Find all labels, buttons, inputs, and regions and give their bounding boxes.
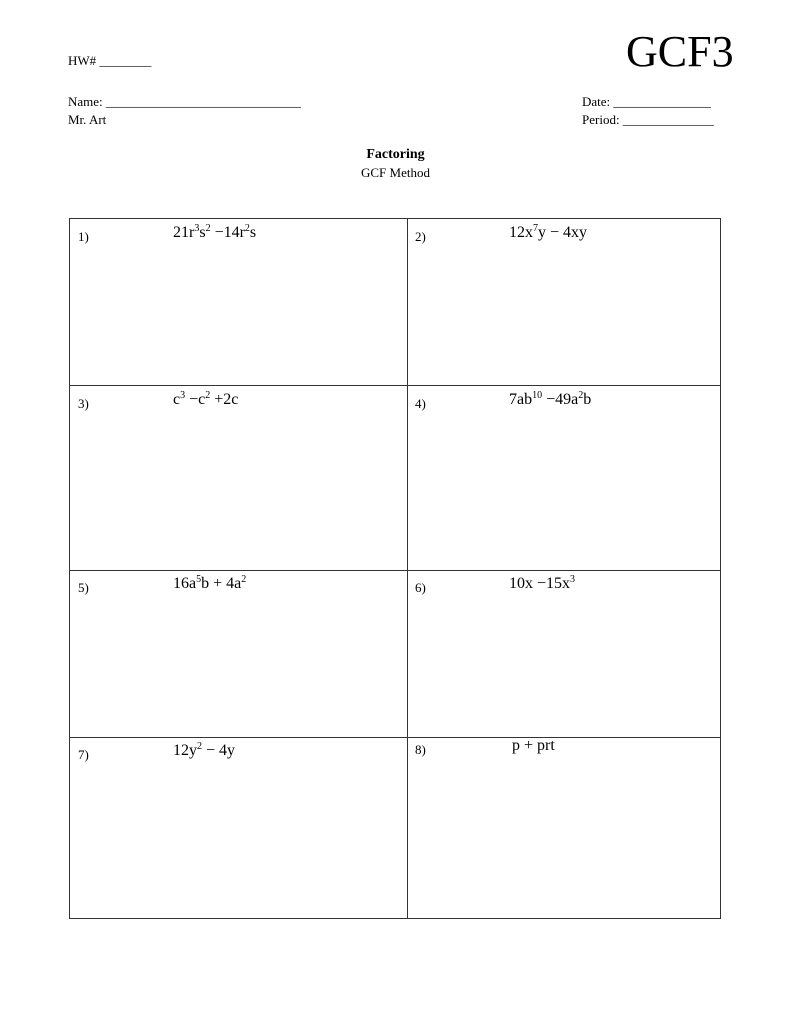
problem-number: 5) — [78, 580, 89, 595]
name-line: Name: ______________________________ — [68, 94, 301, 109]
grid-divider-horizontal — [70, 385, 720, 386]
expression-term: s — [199, 224, 206, 241]
expression-term: 16a — [173, 575, 197, 592]
expression-term: − 4y — [202, 742, 236, 759]
problem-expression — [173, 742, 235, 760]
worksheet-subtitle: GCF Method — [361, 165, 430, 180]
exponent: 2 — [205, 223, 211, 234]
expression-term: c — [173, 391, 181, 408]
expression-term: b — [583, 391, 592, 408]
expression-term: 12x — [509, 224, 533, 241]
problem-number: 4) — [415, 396, 426, 411]
problem-number: 8) — [415, 742, 426, 757]
teacher-name: Mr. Art — [68, 112, 107, 127]
expression-term: 7ab — [509, 391, 533, 408]
worksheet-title: Factoring — [366, 147, 425, 162]
expression-term: +2c — [210, 391, 239, 408]
exponent: 2 — [578, 390, 584, 401]
expression-term: b + 4a — [201, 575, 242, 592]
exponent: 3 — [570, 574, 576, 585]
homework-number-line: HW# ________ — [68, 53, 152, 68]
expression-term: −c — [185, 391, 206, 408]
worksheet-code: GCF3 — [626, 27, 734, 76]
expression-term: 12y — [173, 742, 197, 759]
grid-divider-horizontal — [70, 570, 720, 571]
problem-grid — [69, 218, 721, 919]
period-line: Period: ______________ — [582, 112, 714, 127]
problem-expression — [173, 224, 256, 242]
exponent: 2 — [244, 223, 250, 234]
expression-term: p + prt — [512, 737, 555, 754]
problem-number: 2) — [415, 229, 426, 244]
expression-term: y − 4xy — [538, 224, 588, 241]
exponent: 2 — [205, 390, 211, 401]
problem-number: 1) — [78, 229, 89, 244]
expression-term: 21r — [173, 224, 195, 241]
problem-number: 7) — [78, 747, 89, 762]
exponent: 10 — [532, 390, 543, 401]
exponent: 5 — [196, 574, 202, 585]
exponent: 2 — [241, 574, 247, 585]
exponent: 2 — [197, 741, 202, 752]
grid-divider-vertical — [407, 219, 408, 918]
grid-divider-horizontal — [70, 737, 720, 738]
expression-term: 10x −15x — [509, 575, 571, 592]
exponent: 3 — [194, 223, 200, 234]
problem-expression — [509, 391, 591, 409]
problem-expression — [509, 224, 587, 242]
problem-expression — [509, 575, 575, 593]
expression-term: −49a — [542, 391, 579, 408]
problem-number: 6) — [415, 580, 426, 595]
exponent: 3 — [180, 390, 186, 401]
expression-term: s — [249, 224, 257, 241]
expression-term: −14r — [210, 224, 245, 241]
problem-expression — [173, 575, 246, 593]
date-line: Date: _______________ — [582, 94, 711, 109]
problem-expression — [173, 391, 238, 409]
problem-expression — [512, 737, 555, 755]
exponent: 7 — [533, 223, 538, 234]
problem-number: 3) — [78, 396, 89, 411]
